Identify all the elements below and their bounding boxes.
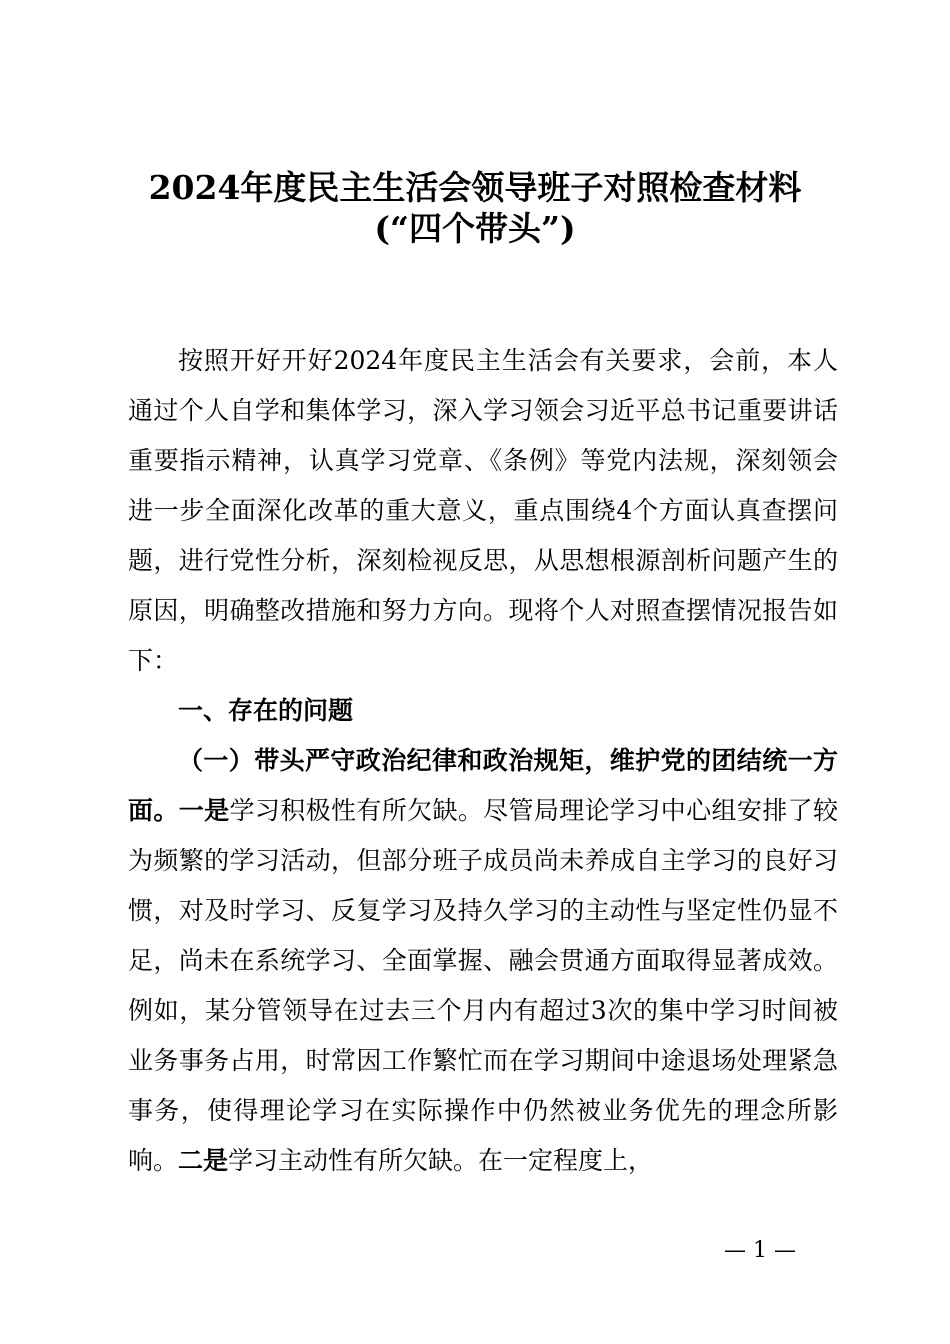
document-subtitle: (“四个带头”): [374, 209, 576, 248]
page-number: — 1 —: [724, 1238, 796, 1263]
point-text: 学习积极性有所欠缺。尽管局理论学习中心组安排了较为频繁的学习活动，但部分班子成员尚未养成自主学习的良好习惯，对及时学习、反复学习及持久学习的主动性与坚定性仍显不足，尚未在系统学习、全面掌握、融会贯通方面取得显著成效。例如，某分管领导在过去三个月内有超过3次的集中学习时间被业务事务占用，时常因工作繁忙而在学习期间中途退场处理紧急事务，使得理论学习在实际操作中仍然被业务优先的理念所影响。: [128, 796, 838, 1175]
intro-paragraph: 按照开好开好2024年度民主生活会有关要求，会前，本人通过个人自学和集体学习，深入学习领会习近平总书记重要讲话重要指示精神，认真学习党章、《条例》等党内法规，深刻领会进一步全面深化改革的重大意义，重点围绕4个方面认真查摆问题，进行党性分析，深刻检视反思，从思想根源剖析问题产生的原因，明确整改措施和努力方向。现将个人对照查摆情况报告如下：: [128, 346, 838, 675]
point-label: 一是: [178, 796, 230, 825]
subsection-paragraph: [128, 736, 838, 1186]
point-label: 二是: [178, 1146, 229, 1175]
document-body: [128, 336, 838, 1186]
document-title: 2024年度民主生活会领导班子对照检查材料: [148, 168, 802, 207]
subsection-heading: （一）带头严守政治纪律和政治规矩，维护党的团结统一方面。: [128, 746, 838, 825]
section-heading: 一、存在的问题: [178, 696, 354, 725]
point-text: 学习主动性有所欠缺。在一定程度上，: [228, 1146, 654, 1175]
